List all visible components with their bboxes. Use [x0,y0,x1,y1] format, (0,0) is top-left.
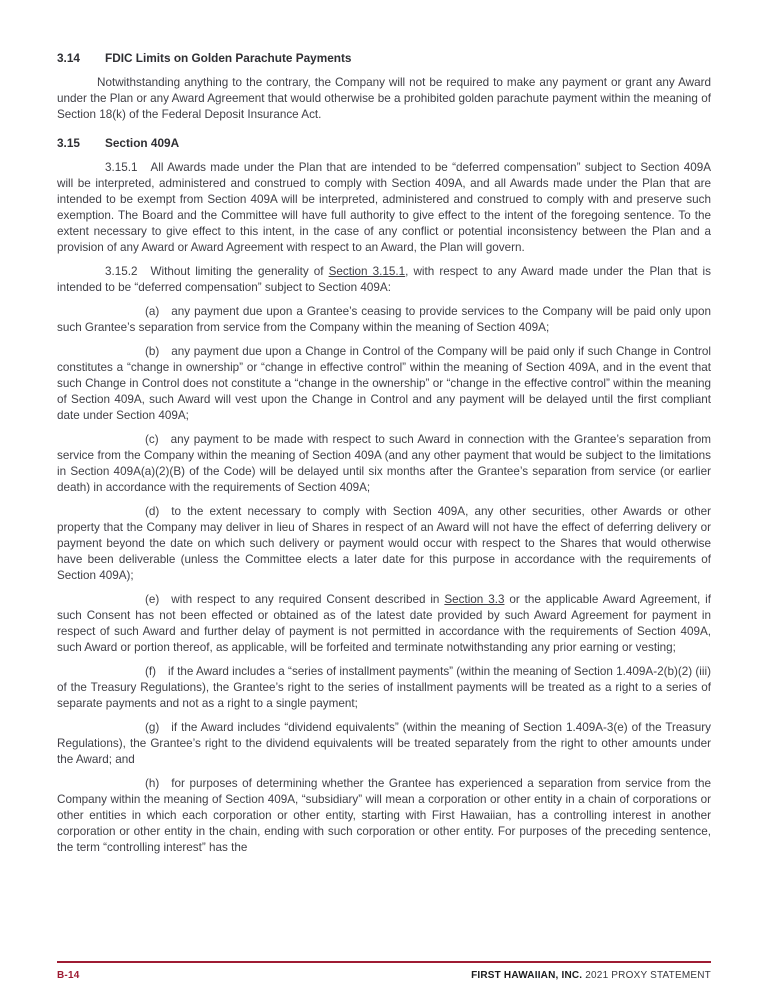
page-number: B-14 [57,970,80,981]
document-title: 2021 PROXY STATEMENT [585,970,711,981]
paragraph-item-d [57,504,711,584]
footer-publication [471,969,711,983]
paragraph-text: if the Award includes “dividend equivalents” (within the meaning of Section 1.409A-3(e) of the Treasury Regulations), the Grantee’s right to the dividend equivalents will be treated separately from the right to other amounts under the Award; and [57,721,711,766]
page-content [57,50,711,856]
section-title: Section 409A [105,136,180,150]
paragraph-item-g [57,720,711,768]
paragraph-text: or the applicable Award Agreement, if such Consent has not been effected or obtained as of the latest date provided by such Award Agreement for payment in respect of such Award and further delay of payment is not permitted in accordance with the requirements of Section 409A, such Award or portion thereof, as applicable, will be forfeited and terminate notwithstanding any prior earning or vesting; [57,593,711,654]
paragraph-item-h [57,776,711,856]
paragraph-number: 3.15.2 [105,265,138,278]
paragraph-text: any payment to be made with respect to such Award in connection with the Grantee’s separation from service from the Company within the meaning of Section 409A (and any other payment that would be subject to the limitations in Section 409A(a)(2)(B) of the Code) will be delayed until six months after the Grantee’s separation from service (or earlier death) in accordance with the requirements of Section 409A; [57,433,711,494]
paragraph-text: All Awards made under the Plan that are intended to be “deferred compensation” subject to Section 409A will be interpreted, administered and construed to comply with Section 409A, and all Awards made under the Plan that are intended to be exempt from Section 409A will be interpreted, administered and construed to comply with and preserve such exemption. The Board and the Committee will have full authority to give effect to the intent of the foregoing sentence. To the extent necessary to give effect to this intent, in the case of any conflict or potential inconsistency between the Plan and a provision of any Award or Award Agreement with respect to an Award, the Plan will govern. [57,161,711,254]
paragraph-text: with respect to any required Consent described in [171,593,445,606]
section-title: FDIC Limits on Golden Parachute Payments [105,51,352,65]
paragraph-3-15-1 [57,160,711,256]
item-label: (b) [145,345,160,358]
item-label: (g) [145,721,160,734]
paragraph-item-c [57,432,711,496]
item-label: (a) [145,305,160,318]
item-label: (h) [145,777,160,790]
paragraph-text: any payment due upon a Change in Control of the Company will be paid only if such Change in Control constitutes a “change in ownership” or “change in effective control” within the meaning of Section 409A, and in the event that such Change in Control does not constitute a “change in the ownership” or “change in the effective control” within the meaning of Section 409A, such Award will vest upon the Change in Control and any payment will be delayed until the first compliant date under Section 409A; [57,345,711,422]
paragraph-item-e [57,592,711,656]
company-name: FIRST HAWAIIAN, INC. [471,970,583,981]
paragraph-text: to the extent necessary to comply with Section 409A, any other securities, other Awards or other property that the Company may deliver in lieu of Shares in respect of an Award will not have the effect of deferring delivery or payment beyond the date on which such delivery or payment would occur with respect to the Shares that would otherwise have been deliverable (unless the Committee elects a later date for this purpose in accordance with the requirements of Section 409A); [57,505,711,582]
paragraph-item-f [57,664,711,712]
link-section-3-15-1[interactable]: Section 3.15.1 [328,265,406,278]
paragraph-text: Without limiting the generality of [150,265,329,278]
footer-rule [57,961,711,963]
link-section-3-3[interactable]: Section 3.3 [444,593,505,606]
section-number: 3.15 [57,136,80,150]
section-number: 3.14 [57,51,80,65]
paragraph-text: any payment due upon a Grantee’s ceasing to provide services to the Company will be paid only upon such Grantee’s separation from service from the Company within the meaning of Section 409A; [57,305,711,334]
section-heading-3-15 [57,135,711,151]
paragraph-item-a [57,304,711,336]
paragraph-item-b [57,344,711,424]
item-label: (f) [145,665,157,678]
paragraph-3-14-body: Notwithstanding anything to the contrary, the Company will not be required to make any payment or grant any Award under the Plan or any Award Agreement that would otherwise be a prohibited golden parachute payment within the meaning of Section 18(k) of the Federal Deposit Insurance Act. [57,76,711,121]
paragraph-number: 3.15.1 [105,161,138,174]
paragraph-3-15-2 [57,264,711,296]
paragraph-text: if the Award includes a “series of installment payments” (within the meaning of Section 1.409A-2(b)(2) (iii) of the Treasury Regulations), the Grantee’s right to the series of installment payments will be treated as a right to a series of separate payments and not as a right to a single payment; [57,665,711,710]
item-label: (c) [145,433,159,446]
page-footer [57,969,711,983]
paragraph-text: for purposes of determining whether the Grantee has experienced a separation from service from the Company within the meaning of Section 409A, “subsidiary” will mean a corporation or other entity in a chain of corporations or other entities in which each corporation or other entity, starting with First Hawaiian, has a controlling interest in another corporation or other entity in the chain, ending with such corporation or other entity. For purposes of the preceding sentence, the term “controlling interest” has the [57,777,711,854]
item-label: (d) [145,505,160,518]
item-label: (e) [145,593,160,606]
paragraph-text: , with respect to any Award made under the Plan that is intended to be “deferred compensation” subject to Section 409A: [57,265,711,294]
section-heading-3-14 [57,50,711,66]
